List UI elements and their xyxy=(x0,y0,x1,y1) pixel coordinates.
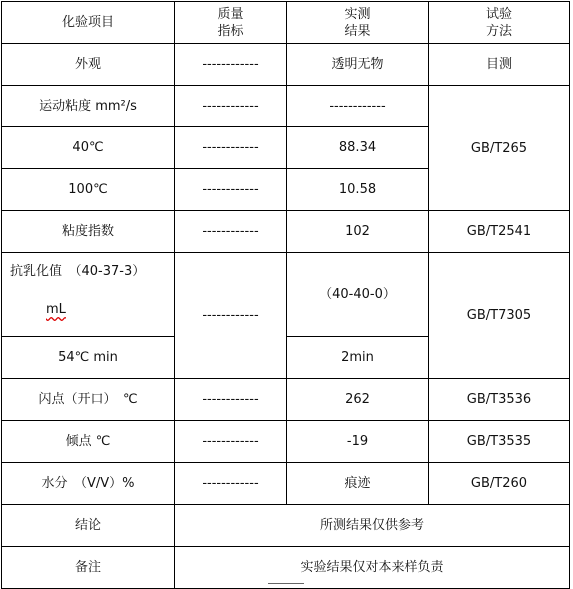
page-divider xyxy=(268,583,304,586)
table-row xyxy=(2,253,570,337)
header-result: 实测 结果 xyxy=(287,2,429,44)
appearance-spec: ------------ xyxy=(175,44,287,86)
appearance-item: 外观 xyxy=(2,44,175,86)
pour-spec: ------------ xyxy=(175,421,287,463)
table-row xyxy=(2,505,570,547)
demuls-cond-result: 2min xyxy=(287,337,429,379)
flash-method: GB/T3536 xyxy=(429,379,570,421)
flash-item: 闪点（开口） ℃ xyxy=(2,379,175,421)
demuls-result: （40-40-0） xyxy=(287,253,429,337)
table-row xyxy=(2,463,570,505)
viscosity-spec: ------------ xyxy=(175,86,287,127)
water-method: GB/T260 xyxy=(429,463,570,505)
header-row xyxy=(2,2,570,44)
water-result: 痕迹 xyxy=(287,463,429,505)
vi-spec: ------------ xyxy=(175,211,287,253)
appearance-method: 目测 xyxy=(429,44,570,86)
flash-result: 262 xyxy=(287,379,429,421)
pour-method: GB/T3535 xyxy=(429,421,570,463)
demuls-spec: ------------ xyxy=(175,253,287,379)
v40-result: 88.34 xyxy=(287,127,429,169)
header-method: 试验 方法 xyxy=(429,2,570,44)
header-item: 化验项目 xyxy=(2,2,175,44)
table-row xyxy=(2,379,570,421)
table-row xyxy=(2,44,570,86)
v40-item: 40℃ xyxy=(2,127,175,169)
remark-value: 实验结果仅对本来样负责 xyxy=(175,547,570,589)
v100-spec: ------------ xyxy=(175,169,287,211)
viscosity-method: GB/T265 xyxy=(429,86,570,211)
viscosity-result: ------------ xyxy=(287,86,429,127)
flash-spec: ------------ xyxy=(175,379,287,421)
test-report-table xyxy=(1,1,570,589)
demuls-item-unit: mL xyxy=(46,302,66,317)
vi-result: 102 xyxy=(287,211,429,253)
vi-method: GB/T2541 xyxy=(429,211,570,253)
demuls-method: GB/T7305 xyxy=(429,253,570,379)
table-row xyxy=(2,86,570,127)
demuls-cond-item: 54℃ min xyxy=(2,337,175,379)
appearance-result: 透明无物 xyxy=(287,44,429,86)
water-spec: ------------ xyxy=(175,463,287,505)
remark-label: 备注 xyxy=(2,547,175,589)
viscosity-item: 运动粘度 mm²/s xyxy=(2,86,175,127)
vi-item: 粘度指数 xyxy=(2,211,175,253)
conclusion-value: 所测结果仅供参考 xyxy=(175,505,570,547)
v100-result: 10.58 xyxy=(287,169,429,211)
conclusion-label: 结论 xyxy=(2,505,175,547)
demuls-item-line1: 抗乳化值 （40-37-3） xyxy=(10,264,146,279)
pour-item: 倾点 ℃ xyxy=(2,421,175,463)
table-row xyxy=(2,211,570,253)
header-quality: 质量 指标 xyxy=(175,2,287,44)
water-item: 水分 （V/V）% xyxy=(2,463,175,505)
pour-result: -19 xyxy=(287,421,429,463)
v40-spec: ------------ xyxy=(175,127,287,169)
v100-item: 100℃ xyxy=(2,169,175,211)
demuls-item xyxy=(2,253,175,337)
table-row xyxy=(2,421,570,463)
